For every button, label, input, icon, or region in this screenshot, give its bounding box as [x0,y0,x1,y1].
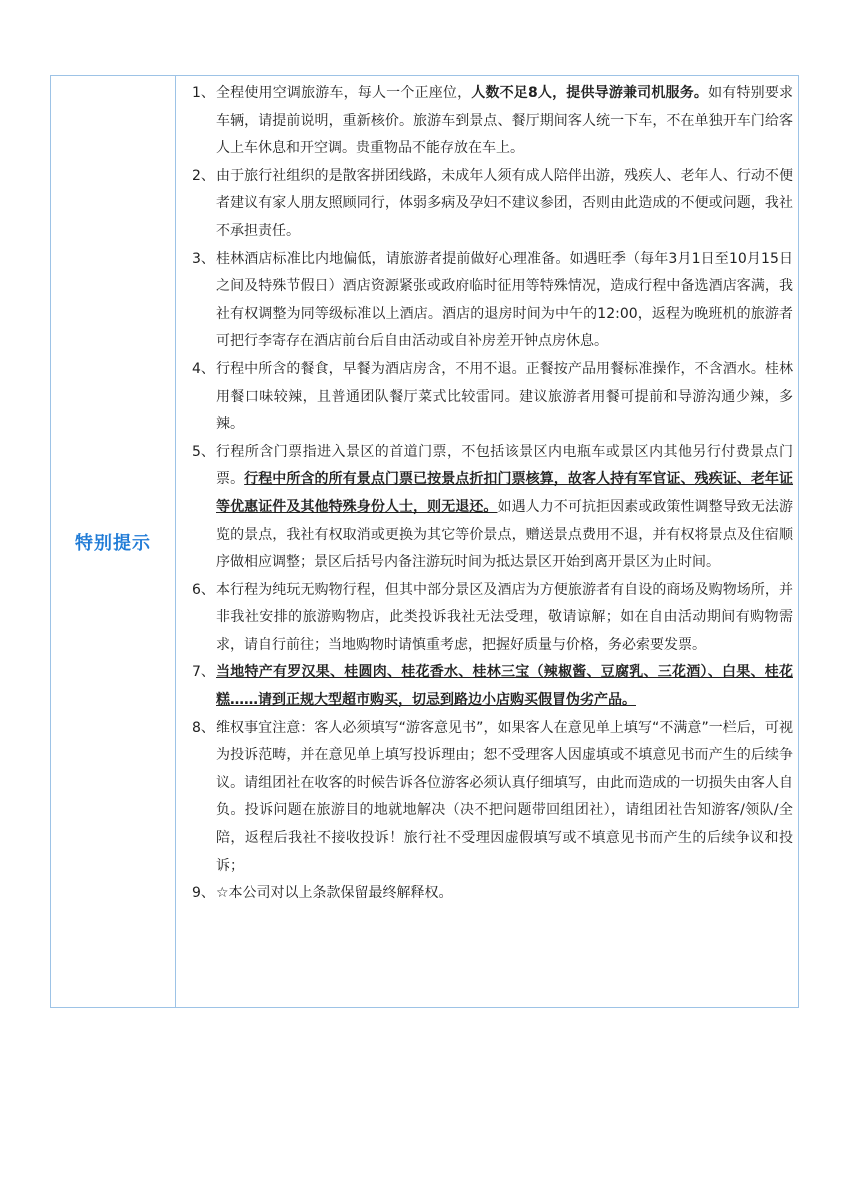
item-number: 1、 [192,85,215,101]
item-number: 4、 [192,360,215,377]
special-notice-table [50,75,799,1008]
notice-item-7 [192,659,793,714]
item-bold-text: 行程中所含的所有景点门票已按景点折扣门票核算，故客人持有军官证、残疾证、老年证等优惠证件及其他特殊身份人士，则无退还。 [216,471,794,515]
item-number: 5、 [192,443,215,460]
item-text: 由于旅行社组织的是散客拼团线路，未成年人须有成人陪伴出游，残疾人、老年人、行动不便者建议有家人朋友照顾同行，体弱多病及孕妇不建议参团，否则由此造成的不便或问题，我社不承担责任。 [216,167,793,239]
item-text: 行程所含门票指进入景区的首道门票，不包括该景区内电瓶车或景区内其他另行付费景点门票。 [216,443,793,488]
item-number: 6、 [192,581,215,598]
item-bold-text: 当地特产有罗汉果、桂圆肉、桂花香水、桂林三宝（辣椒酱、豆腐乳、三花酒）、白果、桂花糕……请到正规大型超市购买，切忌到路边小店购买假冒伪劣产品。 [216,664,793,709]
notice-item-3 [192,246,793,356]
notice-item-4 [192,356,793,439]
item-text: 如有特别要求车辆，请提前说明，重新核价。旅游车到景点、餐厅期间客人统一下车，不在单独开车门给客人上车休息和开空调。贵重物品不能存放在车上。 [216,85,793,157]
item-text: ☆本公司对以上条款保留最终解释权。 [216,885,453,902]
item-text: 如遇人力不可抗拒因素或政策性调整导致无法游览的景点，我社有权取消或更换为其它等价景点，赠送景点费用不退，并有权将景点及住宿顺序做相应调整；景区后括号内备注游玩时间为抵达景区开始到离开景区为止时间。 [216,498,793,571]
section-label: 特别提示 [75,532,151,554]
item-number: 8、 [192,719,215,736]
item-bold-text: 人数不足8人，提供导游兼司机服务。 [471,85,709,101]
item-number: 2、 [192,167,215,184]
notice-list [176,76,798,1007]
item-text: 维权事宜注意：客人必须填写“游客意见书”，如果客人在意见单上填写“不满意”一栏后，可视为投诉范畴，并在意见单上填写投诉理由；恕不受理客人因虚填或不填意见书而产生的后续争议。请组团社在收客的时候告诉各位游客必须认真仔细填写，由此而造成的一切损失由客人自负。投诉问题在旅游目的地就地解决（决不把问题带回组团社），请组团社告知游客/领队/全陪，返程后我社不接收投诉！旅行社不受理因虚假填写或不填意见书而产生的后续争议和投诉； [216,719,793,874]
notice-item-8 [192,715,793,881]
notice-item-1 [192,80,793,163]
notice-item-5 [192,439,793,577]
item-text: 桂林酒店标准比内地偏低，请旅游者提前做好心理准备。如遇旺季（每年3月1日至10月15日之间及特殊节假日）酒店资源紧张或政府临时征用等特殊情况，造成行程中备选酒店客满，我社有权调整为同等级标准以上酒店。酒店的退房时间为中午的12:00，返程为晚班机的旅游者可把行李寄存在酒店前台后自由活动或自补房差开钟点房休息。 [216,250,793,350]
notice-item-9 [192,880,793,908]
section-label-cell [51,76,176,1007]
item-number: 3、 [192,250,215,267]
item-text: 行程中所含的餐食，早餐为酒店房含，不用不退。正餐按产品用餐标准操作，不含酒水。桂林用餐口味较辣，且普通团队餐厅菜式比较雷同。建议旅游者用餐可提前和导游沟通少辣，多辣。 [216,360,793,433]
notice-item-6 [192,577,793,660]
item-text: 本行程为纯玩无购物行程，但其中部分景区及酒店为方便旅游者有自设的商场及购物场所，并非我社安排的旅游购物店，此类投诉我社无法受理，敬请谅解；如在自由活动期间有购物需求，请自行前往；当地购物时请慎重考虑，把握好质量与价格，务必索要发票。 [216,581,793,653]
notice-item-2 [192,163,793,246]
item-text: 全程使用空调旅游车，每人一个正座位， [216,85,472,101]
item-number: 7、 [192,664,215,681]
item-number: 9、 [192,885,215,902]
